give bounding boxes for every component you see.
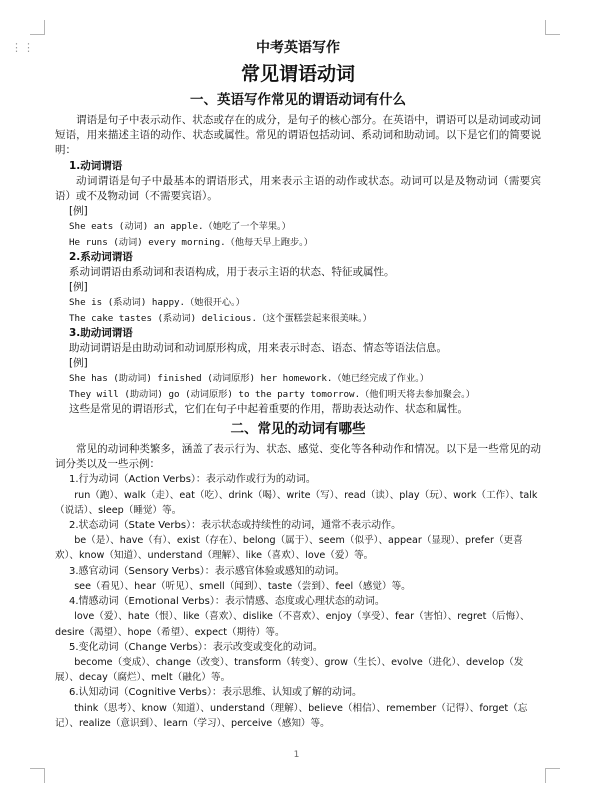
document-body [55,38,541,731]
category-cognitive-examples: think（思考）、know（知道）、understand（理解）、believe（相信）、remember（记得）、forget（忘记）、realize（意识到）、learn（学习）、perceive（感知）等。 [55,702,528,729]
part2-example-2: The cake tastes (系动词) delicious.（这个蛋糕尝起来很美味。） [69,312,372,324]
category-emotional-examples: love（爱）、hate（恨）、like（喜欢）、dislike（不喜欢）、enjoy（享受）、fear（害怕）、regret（后悔）、desire（渴望）、hope（希望）、expect（期待）等。 [55,611,530,638]
section1-summary: 这些是常见的谓语形式，它们在句子中起着重要的作用，帮助表达动作、状态和属性。 [69,402,468,415]
section1-heading: 一、英语写作常见的谓语动词有什么 [190,92,406,108]
category-change-examples: become（变成）、change（改变）、transform（转变）、grow（生长）、evolve（进化）、develop（发展）、decay（腐烂）、melt（融化）等。 [55,656,524,684]
crop-mark-bottom-right [545,768,560,783]
section1-intro: 谓语是句子中表示动作、状态或存在的成分，是句子的核心部分。在英语中，谓语可以是动词或动词短语，用来描述主语的动作、状态或属性。常见的谓语包括动词、系动词和助动词。以下是它们的简要说明： [55,114,541,157]
part3-example-label: [例] [69,357,88,370]
category-action-title: 1.行为动词（Action Verbs）：表示动作或行为的动词。 [69,474,316,486]
part1-title: 1.动词谓语 [69,159,123,172]
part3-title: 3.助动词谓语 [69,326,133,339]
section2-heading: 二、常见的动词有哪些 [230,421,366,438]
crop-mark-bottom-left [30,768,45,783]
category-state-title: 2.状态动词（State Verbs）：表示状态或持续性的动词，通常不表示动作。 [69,520,402,532]
part2-example-1: She is (系动词) happy.（她很开心。） [69,297,245,309]
category-change-title: 5.变化动词（Change Verbs）：表示改变或变化的动词。 [69,641,323,653]
category-sensory-examples: see（看见）、hear（听见）、smell（闻到）、taste（尝到）、feel（感觉）等。 [74,580,411,592]
document-title: 中考英语写作 [256,40,340,56]
part2-desc: 系动词谓语由系动词和表语构成，用于表示主语的状态、特征或属性。 [69,266,395,279]
part1-example-label: [例] [69,205,88,218]
category-emotional-title: 4.情感动词（Emotional Verbs）：表示情感、态度或心理状态的动词。 [69,596,385,608]
crop-mark-top-left [30,20,45,35]
document-subtitle: 常见谓语动词 [240,63,355,85]
section2-intro: 常见的动词种类繁多，涵盖了表示行为、状态、感觉、变化等各种动作和情况。以下是一些常见的动词分类以及一些示例： [55,443,541,471]
part1-example-2: He runs (动词) every morning.（他每天早上跑步。） [69,236,313,248]
part2-example-label: [例] [69,281,88,294]
part3-example-1: She has (助动词) finished (动词原形) her homework.（她已经完成了作业。） [69,373,429,385]
category-sensory-title: 3.感官动词（Sensory Verbs）：表示感官体验或感知的动词。 [69,565,345,577]
crop-mark-top-right [545,20,560,35]
drag-handle-icon[interactable]: ⋮⋮ [11,41,35,54]
part1-example-1: She eats (动词) an apple.（她吃了一个苹果。） [69,221,291,233]
part1-desc: 动词谓语是句子中最基本的谓语形式，用来表示主语的动作或状态。动词可以是及物动词（需要宾语）或不及物动词（不需要宾语）。 [55,174,541,203]
part2-title: 2.系动词谓语 [69,250,133,263]
page-number: 1 [293,750,300,760]
category-cognitive-title: 6.认知动词（Cognitive Verbs）：表示思维、认知或了解的动词。 [69,687,362,699]
category-action-examples: run（跑）、walk（走）、eat（吃）、drink（喝）、write（写）、read（读）、play（玩）、work（工作）、talk（说话）、sleep（睡觉）等。 [55,489,538,516]
part3-desc: 助动词谓语是由助动词和动词原形构成，用来表示时态、语态、情态等语法信息。 [69,342,447,355]
part3-example-2: They will (助动词) go (动词原形) to the party tomorrow.（他们明天将去参加聚会。） [69,388,475,400]
category-state-examples: be（是）、have（有）、exist（存在）、belong（属于）、seem（似乎）、appear（显现）、prefer（更喜欢）、know（知道）、understand（理解）、like（喜欢）、love（爱）等。 [55,535,523,562]
